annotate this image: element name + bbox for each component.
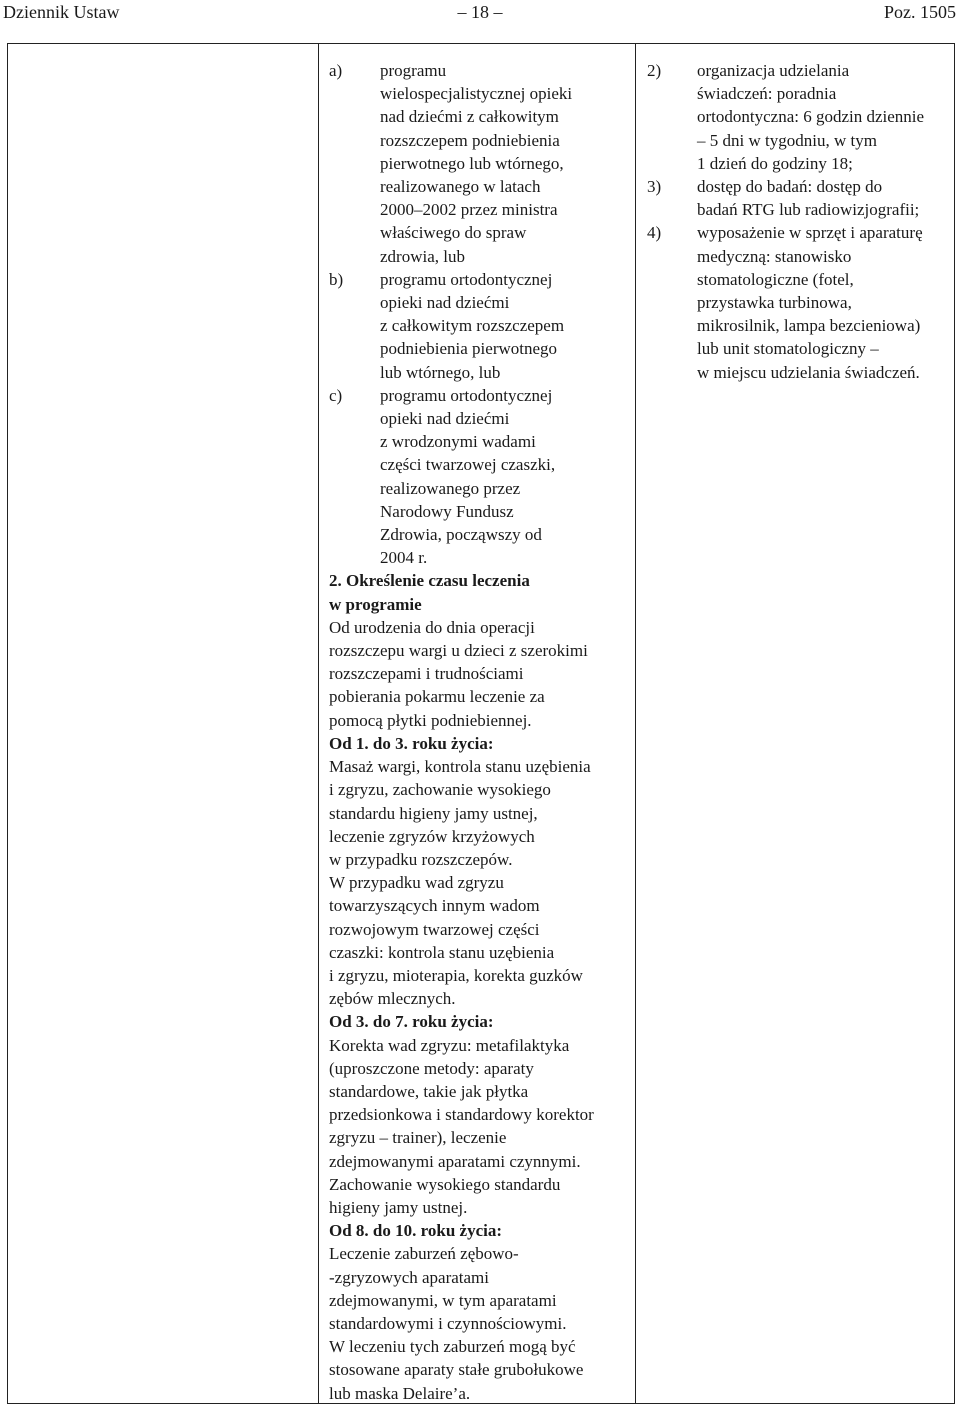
item-text: programu ortodontycznej opieki nad dziećmi z całkowitym rozszczepem podniebienia pierwotnego lub wtórnego, lub <box>380 269 565 382</box>
period-heading: Od 1. do 3. roku życia: <box>329 733 494 753</box>
list-item <box>647 221 953 383</box>
item-text: organizacja udzielania świadczeń: poradnia ortodontyczna: 6 godzin dziennie – 5 dni w tygodniu, w tym 1 dzień do godziny 18; <box>697 61 925 173</box>
page-header <box>0 0 960 26</box>
item-marker: b) <box>329 269 344 289</box>
item-marker: 2) <box>647 61 662 80</box>
middle-cell <box>319 44 635 1405</box>
period-paragraph: Korekta wad zgryzu: metafilaktyka (uproszczone metody: aparaty standardowe, takie jak płytka przedsionkowa i standardowy korektor zgryzu – trainer), leczenie zdejmowanymi aparatami czynnymi. Zachowanie wysokiego standardu higieny jamy ustnej. <box>329 1035 594 1217</box>
item-text: programu ortodontycznej opieki nad dziećmi z wrodzonymi wadami części twarzowej czaszki, realizowanego przez Narodowy Fundusz Zdrowia, począwszy od 2004 r. <box>380 385 556 568</box>
period-paragraph: W przypadku wad zgryzu towarzyszących innym wadom rozwojowym twarzowej części czaszki: kontrola stanu uzębienia i zgryzu, mioterapia, korekta guzków zębów mlecznych. <box>329 873 583 1009</box>
list-item <box>329 268 635 384</box>
item-marker: 4) <box>647 223 662 243</box>
item-marker: a) <box>329 61 343 80</box>
item-marker: c) <box>329 385 343 405</box>
section-title: 2. Określenie czasu leczenia w programie <box>329 571 530 614</box>
middle-column <box>319 44 636 1403</box>
intro-paragraph: Od urodzenia do dnia operacji rozszczepu wargi u dzieci z szerokimi rozszczepami i trudnościami pobierania pokarmu leczenie za pomocą płytki podniebiennej. <box>329 617 588 730</box>
left-column-empty <box>8 44 319 1403</box>
right-column <box>636 44 953 1403</box>
item-text: dostęp do badań: dostęp do badań RTG lub radiowizjografii; <box>697 177 920 220</box>
list-item <box>647 59 953 175</box>
list-item <box>647 175 953 221</box>
right-cell <box>636 44 953 384</box>
period-heading: Od 3. do 7. roku życia: <box>329 1012 494 1032</box>
position-number: Poz. 1505 <box>884 2 956 22</box>
period-heading: Od 8. do 10. roku życia: <box>329 1221 503 1241</box>
list-item <box>329 384 635 570</box>
item-text: wyposażenie w sprzęt i aparaturę medyczną: stanowisko stomatologiczne (fotel, przystawka turbinowa, mikrosilnik, lampa bezcieniowa) lub unit stomatologiczny – w miejscu udzielania świadczeń. <box>697 223 923 382</box>
page-number: – 18 – <box>457 2 503 22</box>
item-text: programu wielospecjalistycznej opieki nad dziećmi z całkowitym rozszczepem podniebienia pierwotnego lub wtórnego, realizowanego w latach 2000–2002 przez ministra właściwego do spraw zdrowia, lub <box>380 61 573 266</box>
list-item <box>329 59 635 268</box>
journal-title: Dziennik Ustaw <box>3 2 120 22</box>
period-paragraph: Leczenie zaburzeń zębowo- -zgryzowych aparatami zdejmowanymi, w tym aparatami standardowymi i czynnościowymi. W leczeniu tych zaburzeń mogą być stosowane aparaty stałe grubołukowe lub maska Delaire’a. <box>329 1244 584 1403</box>
period-paragraph: Masaż wargi, kontrola stanu uzębienia i zgryzu, zachowanie wysokiego standardu higieny jamy ustnej, leczenie zgryzów krzyżowych w przypadku rozszczepów. <box>329 757 591 869</box>
item-marker: 3) <box>647 177 662 197</box>
content-table <box>7 43 955 1404</box>
